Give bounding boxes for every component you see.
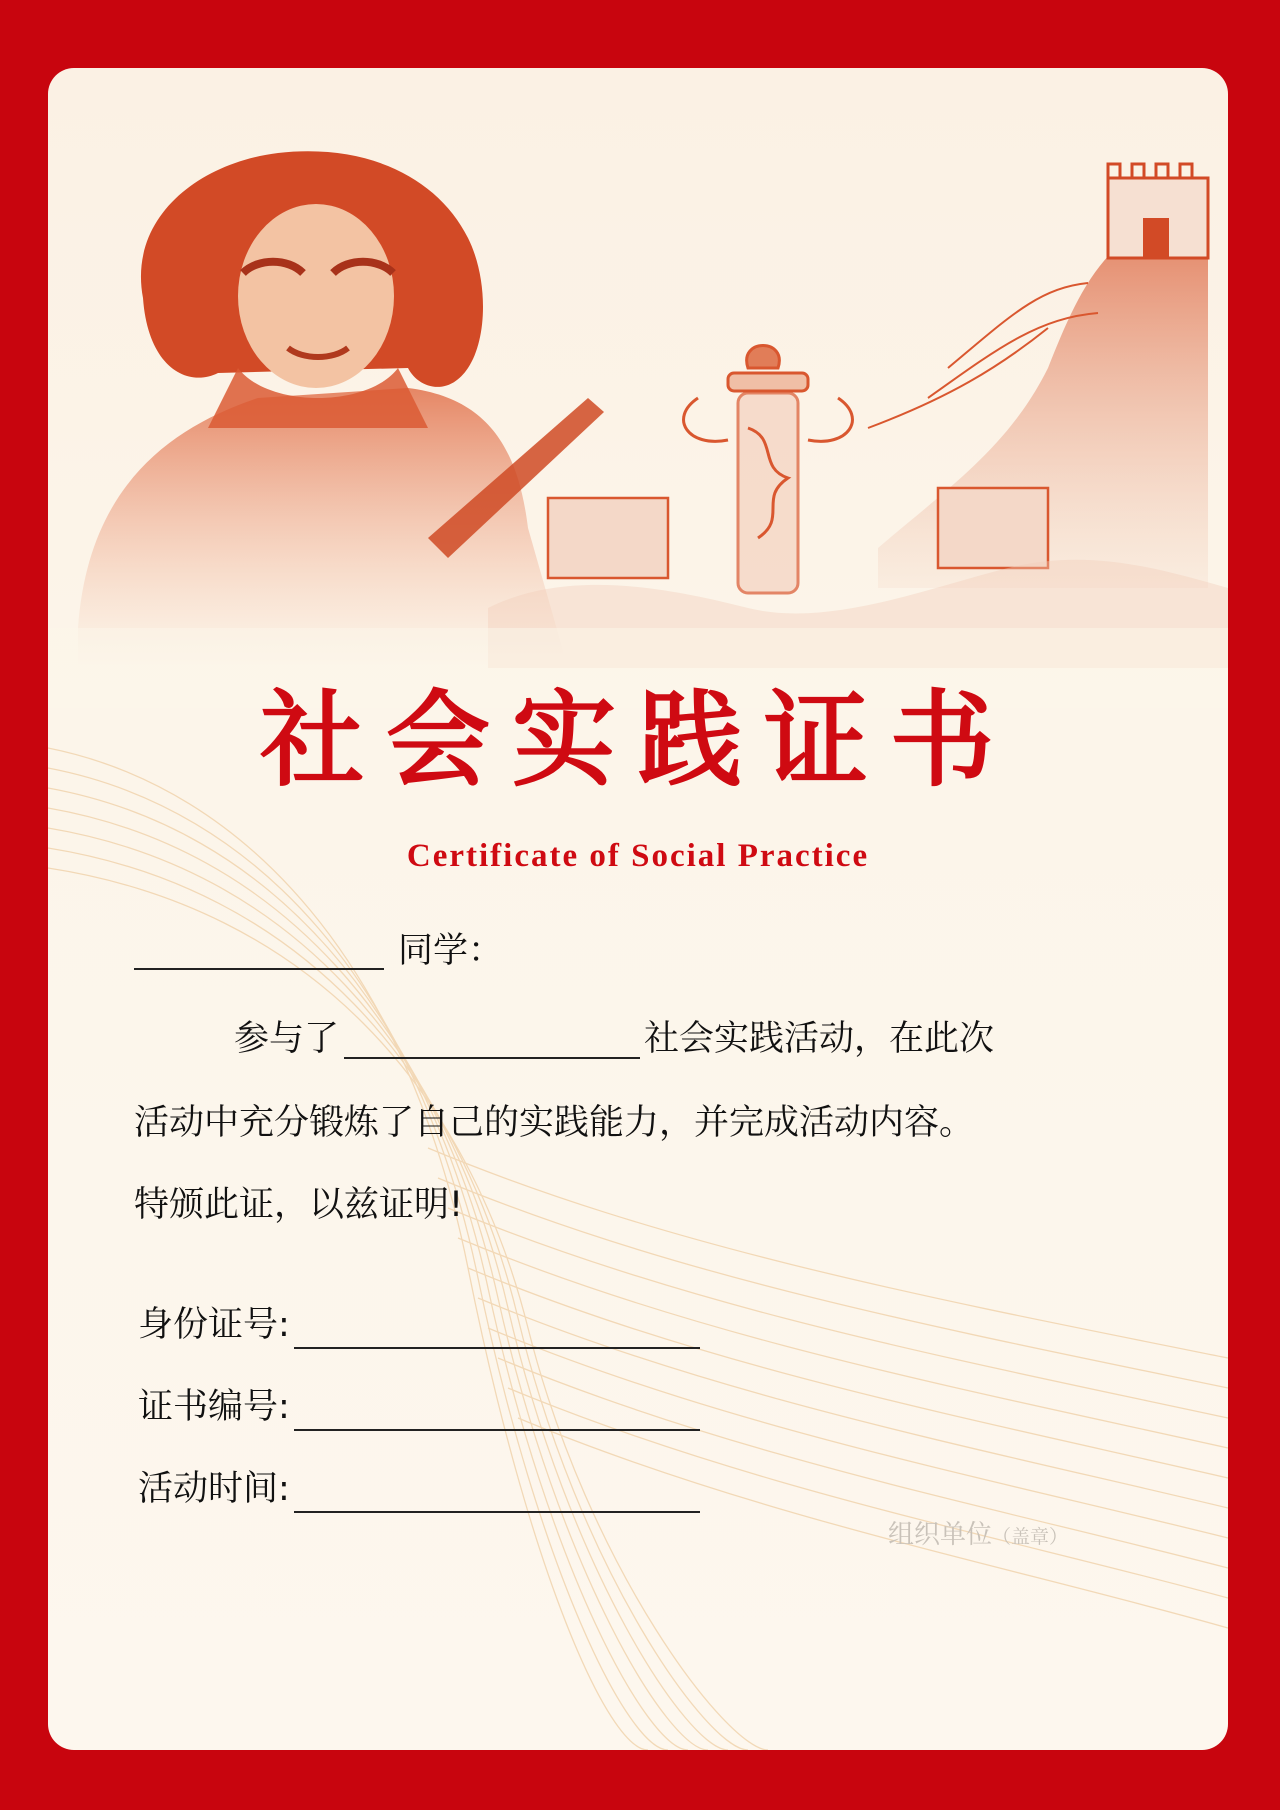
soldier-portrait-icon <box>78 151 604 668</box>
activity-time-label: 活动时间: <box>138 1469 290 1509</box>
id-number-line <box>294 1347 700 1349</box>
wave-pattern <box>48 748 1228 1750</box>
cert-number-label: 证书编号: <box>138 1387 290 1427</box>
cert-number-line <box>294 1429 700 1431</box>
certificate-title-english: Certificate of Social Practice <box>406 838 870 874</box>
salutation-text: 同学： <box>398 931 504 971</box>
huabiao-column-icon <box>684 346 853 594</box>
certificate-title-chinese: 社会实践证书 <box>259 678 1016 801</box>
body-line-3: 特颁此证，以兹证明! <box>134 1185 464 1225</box>
activity-name-line <box>344 1057 640 1059</box>
activity-time-line <box>294 1511 700 1513</box>
recipient-name-line <box>134 968 384 970</box>
body-prefix: 参与了 <box>234 1019 340 1059</box>
certificate-card <box>48 68 1228 1750</box>
body-line-2: 活动中充分锻炼了自己的实践能力，并完成活动内容。 <box>134 1103 975 1143</box>
stamp-note: （盖章） <box>992 1526 1069 1548</box>
organization-label: 组织单位 <box>888 1520 993 1550</box>
organization-seal-label <box>888 1514 1068 1551</box>
body-suffix: 社会实践活动，在此次 <box>644 1019 995 1059</box>
id-number-label: 身份证号: <box>138 1305 290 1345</box>
